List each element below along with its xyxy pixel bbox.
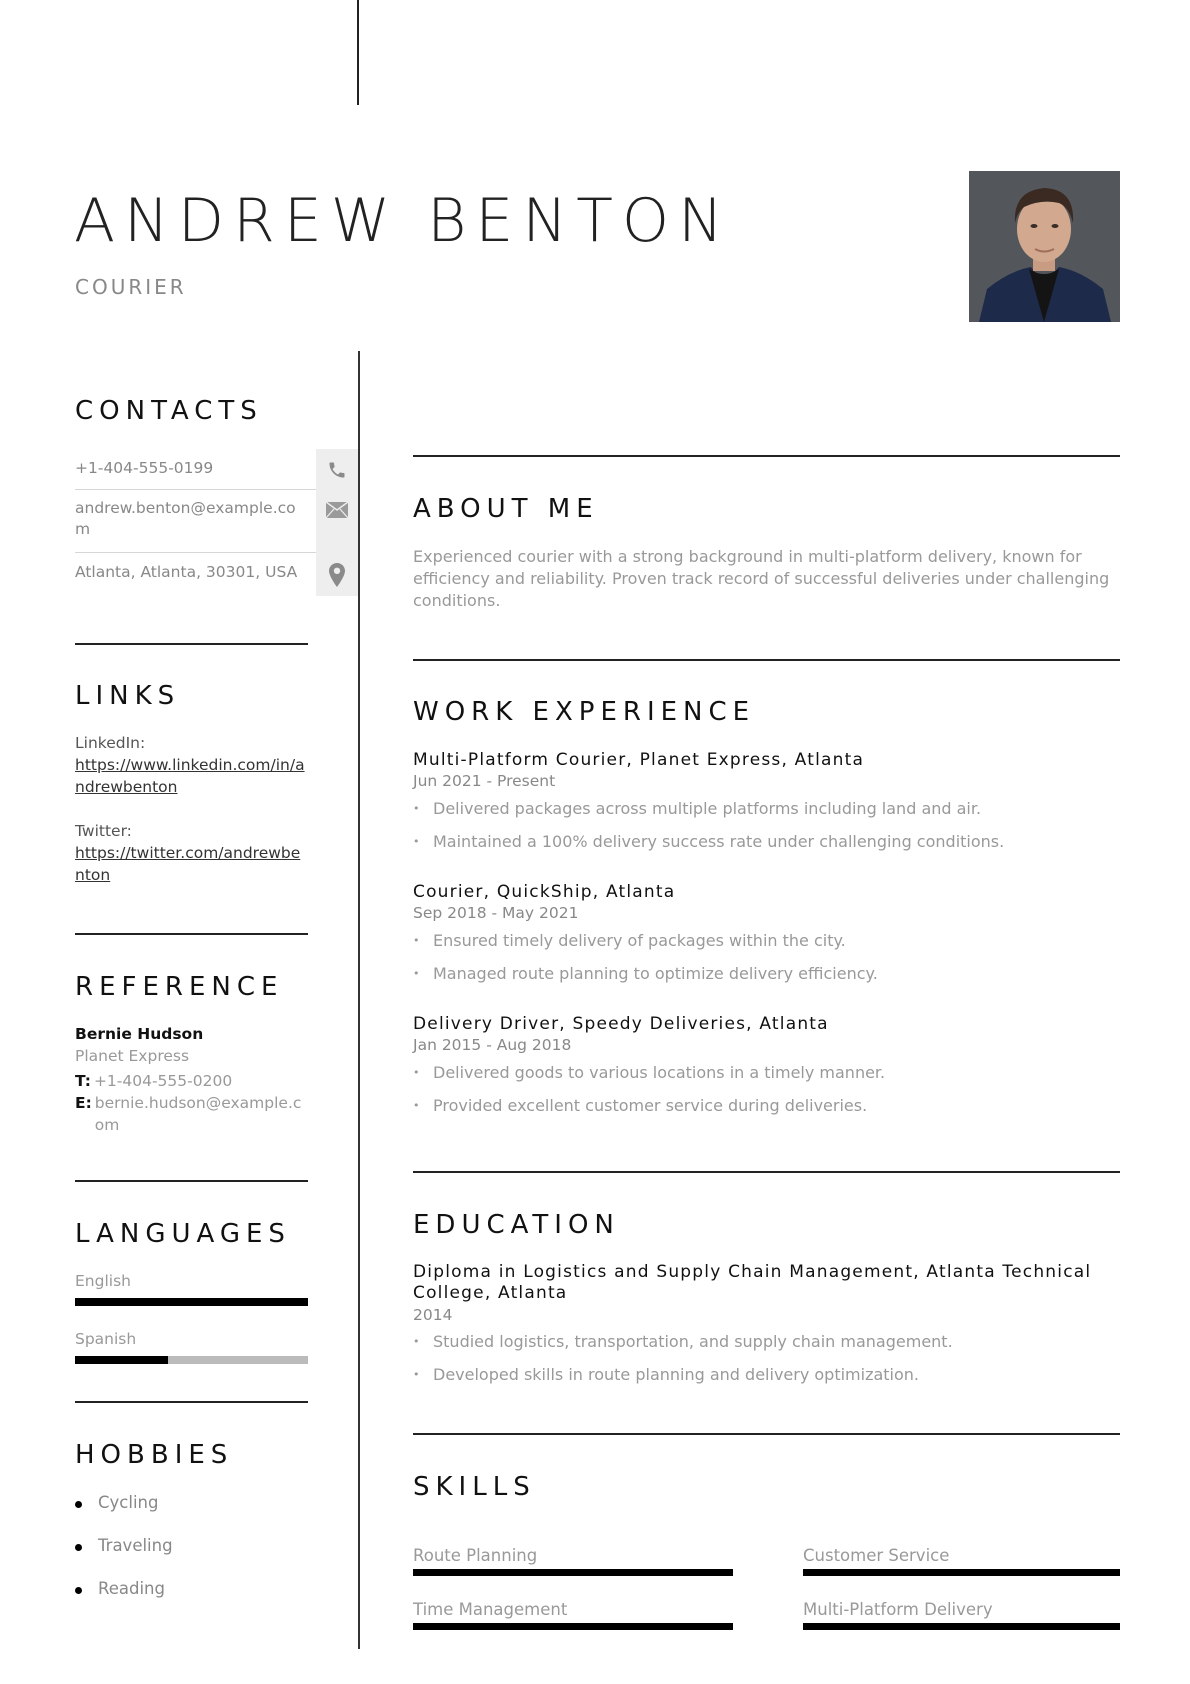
- job-bullet: • Maintained a 100% delivery success rate under challenging conditions.: [413, 831, 1120, 853]
- language-level-fill: [75, 1356, 168, 1364]
- envelope-icon: [316, 490, 358, 553]
- reference-email-label: E:: [75, 1094, 92, 1112]
- job-entry-dates: Jan 2015 - Aug 2018: [413, 1036, 572, 1054]
- hobbies-heading: HOBBIES: [75, 1440, 234, 1470]
- language-name: English: [75, 1272, 131, 1290]
- map-pin-icon: [316, 553, 358, 596]
- section-divider: [413, 1171, 1120, 1173]
- contact-location-row: [75, 553, 358, 596]
- skill-item: [413, 1600, 733, 1630]
- reference-heading: REFERENCE: [75, 972, 284, 1002]
- candidate-name: ANDREW BENTON: [74, 186, 732, 256]
- twitter-link[interactable]: https://twitter.com/andrewbenton: [75, 844, 301, 884]
- section-divider: [75, 1401, 308, 1403]
- job-bullet: • Delivered goods to various locations in a timely manner.: [413, 1062, 1120, 1084]
- section-divider: [413, 1433, 1120, 1435]
- skill-level-bar: [413, 1569, 733, 1576]
- education-title: Diploma in Logistics and Supply Chain Management, Atlanta Technical College, Atlanta: [413, 1262, 1092, 1303]
- hobby-item: Cycling: [75, 1493, 173, 1512]
- section-divider: [75, 933, 308, 935]
- contact-phone[interactable]: +1-404-555-0199: [75, 459, 214, 477]
- links-list: [75, 732, 310, 886]
- section-divider: [413, 455, 1120, 457]
- column-divider-line: [358, 351, 360, 1649]
- languages-list: [75, 1270, 308, 1364]
- twitter-label: Twitter:: [75, 822, 132, 840]
- section-divider: [413, 659, 1120, 661]
- work-list: [413, 750, 1120, 1117]
- education-bullet: • Studied logistics, transportation, and supply chain management.: [413, 1331, 1103, 1353]
- skill-name: Multi-Platform Delivery: [803, 1600, 993, 1619]
- job-entry-dates: Jun 2021 - Present: [413, 772, 556, 790]
- education-heading: EDUCATION: [413, 1210, 620, 1240]
- skill-level-bar: [803, 1623, 1120, 1630]
- contacts-heading: CONTACTS: [75, 396, 263, 426]
- education-list: [413, 1262, 1103, 1386]
- profile-photo: [969, 171, 1120, 322]
- reference-email: bernie.hudson@example.com: [94, 1094, 302, 1134]
- hobbies-list: [75, 1493, 173, 1598]
- job-entry: [413, 750, 1120, 853]
- contact-email-row: [75, 490, 358, 553]
- job-entry-title: Courier, QuickShip, Atlanta: [413, 882, 676, 902]
- reference-phone-row: [75, 1070, 310, 1092]
- job-entry: [413, 882, 1120, 985]
- job-bullet: • Delivered packages across multiple platforms including land and air.: [413, 798, 1120, 820]
- skill-name: Customer Service: [803, 1546, 950, 1565]
- portrait-image: [969, 171, 1120, 322]
- reference-phone-label: T:: [75, 1072, 91, 1090]
- language-level-bar: [75, 1356, 308, 1364]
- contact-email[interactable]: andrew.benton@example.com: [75, 499, 296, 538]
- reference-name: Bernie Hudson: [75, 1025, 204, 1043]
- job-entry-title: Delivery Driver, Speedy Deliveries, Atlanta: [413, 1014, 829, 1034]
- about-heading: ABOUT ME: [413, 494, 599, 524]
- contact-phone-row: [75, 449, 358, 490]
- work-heading: WORK EXPERIENCE: [413, 697, 756, 727]
- job-bullet: • Provided excellent customer service during deliveries.: [413, 1095, 1120, 1117]
- linkedin-link[interactable]: https://www.linkedin.com/in/andrewbenton: [75, 756, 305, 796]
- skill-name: Route Planning: [413, 1546, 538, 1565]
- skill-item: [413, 1546, 733, 1576]
- skill-level-bar: [803, 1569, 1120, 1576]
- job-entry: [413, 1014, 1120, 1117]
- section-divider: [75, 1180, 308, 1182]
- about-text: Experienced courier with a strong background in multi-platform delivery, known for efficiency and reliability. Proven track record of successful deliveries under challenging conditions.: [413, 547, 1110, 610]
- reference-block: [75, 1023, 310, 1136]
- contact-location: Atlanta, Atlanta, 30301, USA: [75, 563, 298, 581]
- hobby-item: Reading: [75, 1579, 173, 1598]
- job-entry-dates: Sep 2018 - May 2021: [413, 904, 579, 922]
- links-heading: LINKS: [75, 681, 181, 711]
- section-divider: [75, 643, 308, 645]
- skill-level-bar: [413, 1623, 733, 1630]
- linkedin-label: LinkedIn:: [75, 734, 146, 752]
- job-bullet: • Managed route planning to optimize delivery efficiency.: [413, 963, 1120, 985]
- skill-name: Time Management: [413, 1600, 568, 1619]
- language-level-bar: [75, 1298, 308, 1306]
- education-bullet: • Developed skills in route planning and delivery optimization.: [413, 1364, 1103, 1386]
- skills-heading: SKILLS: [413, 1472, 536, 1502]
- skill-item: [803, 1546, 1120, 1576]
- education-date: 2014: [413, 1306, 453, 1324]
- job-bullet: • Ensured timely delivery of packages within the city.: [413, 930, 1120, 952]
- reference-email-row: [75, 1092, 310, 1136]
- job-title: COURIER: [75, 275, 187, 299]
- hobby-item: Traveling: [75, 1536, 173, 1555]
- top-divider-line: [357, 0, 359, 105]
- language-level-fill: [75, 1298, 308, 1306]
- reference-company: Planet Express: [75, 1047, 190, 1065]
- reference-phone: +1-404-555-0200: [93, 1072, 233, 1090]
- language-name: Spanish: [75, 1330, 137, 1348]
- phone-icon: [316, 449, 358, 490]
- skill-item: [803, 1600, 1120, 1630]
- languages-heading: LANGUAGES: [75, 1219, 291, 1249]
- job-entry-title: Multi-Platform Courier, Planet Express, Atlanta: [413, 750, 865, 770]
